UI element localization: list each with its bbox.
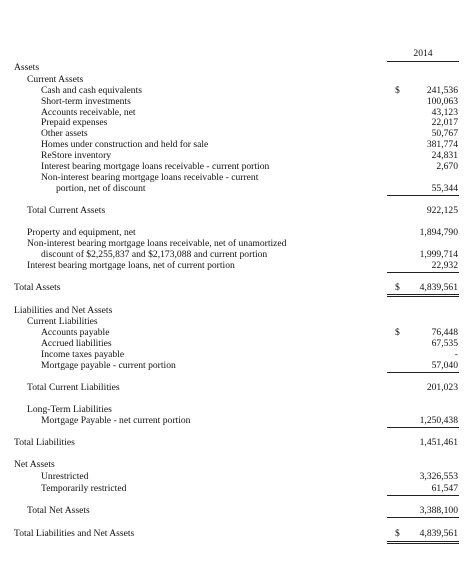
row-value: 61,547 [431,483,458,494]
row-label: Total Assets [14,282,61,293]
row-value: 381,774 [426,139,458,150]
section-heading: Net Assets [14,459,55,470]
currency-symbol: $ [395,528,400,539]
total-row [0,282,474,294]
row-value: 22,017 [431,117,458,128]
subtotal-underline [387,495,459,496]
subsection-heading: Current Liabilities [27,316,98,327]
net-assets-heading-row [0,459,474,471]
row-label: ReStore inventory [41,150,112,161]
total-row [0,528,474,540]
row-label: Total Current Assets [27,205,106,216]
subsection-heading: Current Assets [27,74,84,85]
table-row [0,183,474,195]
row-label: Non-interest bearing mortgage loans receivable, net of unamortized [27,238,287,249]
table-row [0,483,474,495]
section-heading: Assets [14,62,40,73]
table-row [0,260,474,272]
row-value: 4,839,561 [419,282,458,293]
row-value: 3,388,100 [419,505,458,516]
subtotal-row [0,205,474,217]
subtotal-underline [387,517,459,518]
subtotal-underline [387,272,459,273]
currency-symbol: $ [395,327,400,338]
row-value: 1,250,438 [419,415,458,426]
row-label: Accounts payable [41,327,110,338]
row-value: 55,344 [431,183,458,194]
row-label: Total Liabilities [14,437,75,448]
row-value: 241,536 [426,85,458,96]
row-value: 57,040 [431,360,458,371]
assets-heading-row [0,62,474,74]
row-value: 1,451,461 [419,437,458,448]
subtotal-underline [387,372,459,373]
row-label: Temporarily restricted [41,483,127,494]
row-label: Accounts receivable, net [41,107,136,118]
row-value: 100,063 [426,96,458,107]
row-label: Cash and cash equivalents [41,85,142,96]
subtotal-row [0,382,474,394]
row-label: discount of $2,255,837 and $2,173,088 and current portion [41,249,268,260]
year-header: 2014 [413,48,433,59]
row-label: Mortgage payable - current portion [41,360,176,371]
row-label: Short-term investments [41,96,131,107]
row-value: 1,894,790 [419,227,458,238]
row-value: - [454,349,458,360]
row-label: Other assets [41,128,88,139]
row-value: 43,123 [431,107,458,118]
subtotal-row [0,505,474,517]
subtotal-underline [387,195,459,196]
row-label: Income taxes payable [41,349,125,360]
row-value: 1,999,714 [419,249,458,260]
table-row [0,360,474,372]
table-row [0,471,474,483]
row-value: 67,535 [431,338,458,349]
row-label: Unrestricted [41,471,89,482]
row-label: Homes under construction and held for sale [41,139,209,150]
row-value: 24,831 [431,150,458,161]
currency-symbol: $ [395,85,400,96]
total-double-underline [387,541,459,544]
total-double-underline [387,294,459,297]
row-label: Total Liabilities and Net Assets [14,528,135,539]
row-label: Non-interest bearing mortgage loans receivable - current [41,172,259,183]
row-value: 922,125 [426,205,458,216]
row-value: 2,670 [436,161,458,172]
row-label: Total Net Assets [27,505,90,516]
row-label: Accrued liabilities [41,338,112,349]
row-label: Interest bearing mortgage loans, net of current portion [27,260,235,271]
row-value: 3,326,553 [419,471,458,482]
row-label: Total Current Liabilities [27,382,120,393]
row-value: 50,767 [431,128,458,139]
row-value: 22,932 [431,260,458,271]
total-row [0,437,474,449]
subtotal-underline [387,427,459,428]
row-label: Interest bearing mortgage loans receivable - current portion [41,161,270,172]
row-value: 76,448 [431,327,458,338]
currency-symbol: $ [395,282,400,293]
row-value: 4,839,561 [419,528,458,539]
row-label: Mortgage Payable - net current portion [41,415,191,426]
table-row [0,415,474,427]
subsection-heading: Long-Term Liabilities [27,404,112,415]
row-label: Prepaid expenses [41,117,108,128]
row-label: Property and equipment, net [27,227,136,238]
row-value: 201,023 [426,382,458,393]
section-heading: Liabilities and Net Assets [14,305,113,316]
row-label: portion, net of discount [56,183,146,194]
